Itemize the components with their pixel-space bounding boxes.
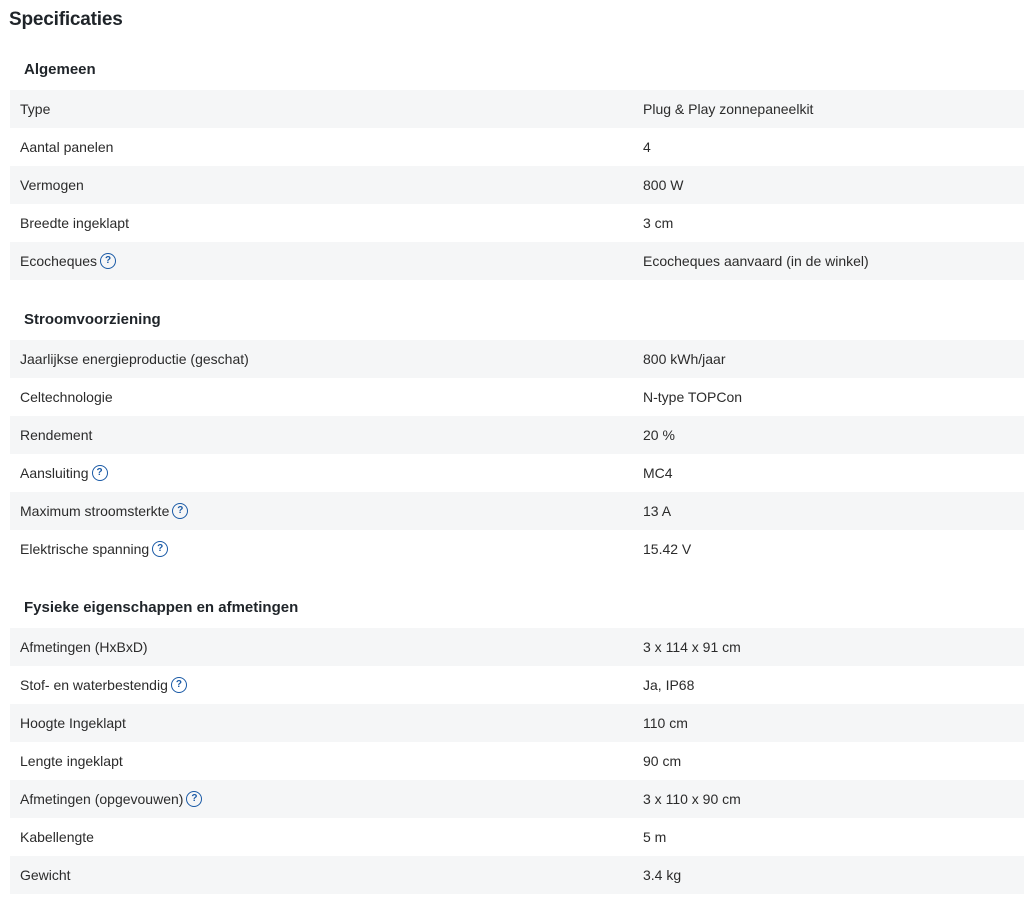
spec-row (10, 416, 1024, 454)
spec-label-cell (10, 541, 633, 557)
section-title: Algemeen (24, 61, 96, 78)
spec-label: Celtechnologie (20, 389, 113, 405)
spec-value: Ja, IP68 (643, 677, 695, 693)
spec-label: Type (20, 101, 51, 117)
spec-label-cell (10, 351, 633, 367)
spec-label: Vermogen (20, 177, 84, 193)
spec-label: Afmetingen (HxBxD) (20, 639, 148, 655)
spec-label: Hoogte Ingeklapt (20, 715, 126, 731)
section-title: Stroomvoorziening (24, 311, 161, 328)
spec-value: N-type TOPCon (643, 389, 743, 405)
spec-row (10, 128, 1024, 166)
spec-value: 3.4 kg (643, 867, 682, 883)
spec-value: Ecocheques aanvaard (in de winkel) (643, 253, 869, 269)
spec-label-cell (10, 427, 633, 443)
help-icon[interactable]: ? (186, 791, 202, 807)
spec-row (10, 242, 1024, 280)
spec-label: Jaarlijkse energieproductie (geschat) (20, 351, 249, 367)
spec-label: Breedte ingeklapt (20, 215, 129, 231)
spec-row (10, 90, 1024, 128)
spec-label-cell (10, 253, 633, 269)
spec-value: 4 (643, 139, 651, 155)
spec-row (10, 454, 1024, 492)
spec-label: Elektrische spanning (20, 541, 150, 557)
spec-label-cell (10, 677, 633, 693)
section-title: Fysieke eigenschappen en afmetingen (24, 599, 299, 616)
spec-row (10, 166, 1024, 204)
page-title: Specificaties (9, 9, 123, 30)
spec-label-cell (10, 465, 633, 481)
spec-label-cell (10, 389, 633, 405)
spec-value: 90 cm (643, 753, 682, 769)
spec-row (10, 340, 1024, 378)
spec-label: Maximum stroomsterkte (20, 503, 170, 519)
spec-row (10, 204, 1024, 242)
spec-value: 15.42 V (643, 541, 692, 557)
spec-label: Lengte ingeklapt (20, 753, 123, 769)
spec-row (10, 378, 1024, 416)
spec-label-cell (10, 867, 633, 883)
spec-label-cell (10, 503, 633, 519)
section-stroomvoorziening (10, 300, 1024, 568)
spec-label-cell (10, 791, 633, 807)
spec-label-cell (10, 139, 633, 155)
spec-label: Stof- en waterbestendig (20, 677, 168, 693)
spec-label-cell (10, 639, 633, 655)
spec-row (10, 704, 1024, 742)
spec-label-cell (10, 715, 633, 731)
spec-value: Plug & Play zonnepaneelkit (643, 101, 814, 117)
spec-row (10, 666, 1024, 704)
spec-label: Kabellengte (20, 829, 94, 845)
spec-label: Aantal panelen (20, 139, 114, 155)
spec-value: 5 m (643, 829, 667, 845)
spec-label-cell (10, 829, 633, 845)
help-icon[interactable]: ? (172, 503, 188, 519)
spec-label: Aansluiting (20, 465, 89, 481)
spec-label-cell (10, 177, 633, 193)
spec-row (10, 780, 1024, 818)
spec-label-cell (10, 101, 633, 117)
spec-value: 3 x 110 x 90 cm (643, 791, 741, 807)
spec-row (10, 530, 1024, 568)
spec-label-cell (10, 753, 633, 769)
spec-label: Afmetingen (opgevouwen) (20, 791, 184, 807)
help-icon[interactable]: ? (92, 465, 108, 481)
spec-value: 13 A (643, 503, 672, 519)
section-algemeen (10, 50, 1024, 280)
spec-row (10, 742, 1024, 780)
help-icon[interactable]: ? (152, 541, 168, 557)
help-icon[interactable]: ? (100, 253, 116, 269)
help-icon[interactable]: ? (171, 677, 187, 693)
spec-row (10, 492, 1024, 530)
spec-value: 110 cm (643, 715, 688, 731)
spec-value: 20 % (643, 427, 675, 443)
spec-label-cell (10, 215, 633, 231)
spec-value: MC4 (643, 465, 673, 481)
spec-value: 800 kWh/jaar (643, 351, 726, 367)
spec-label: Gewicht (20, 867, 71, 883)
spec-row (10, 628, 1024, 666)
spec-row (10, 856, 1024, 894)
spec-value: 3 cm (643, 215, 674, 231)
section-fysieke-eigenschappen (10, 588, 1024, 894)
spec-label: Rendement (20, 427, 93, 443)
spec-row (10, 818, 1024, 856)
spec-label: Ecocheques (20, 253, 98, 269)
spec-value: 3 x 114 x 91 cm (643, 639, 741, 655)
spec-value: 800 W (643, 177, 684, 193)
